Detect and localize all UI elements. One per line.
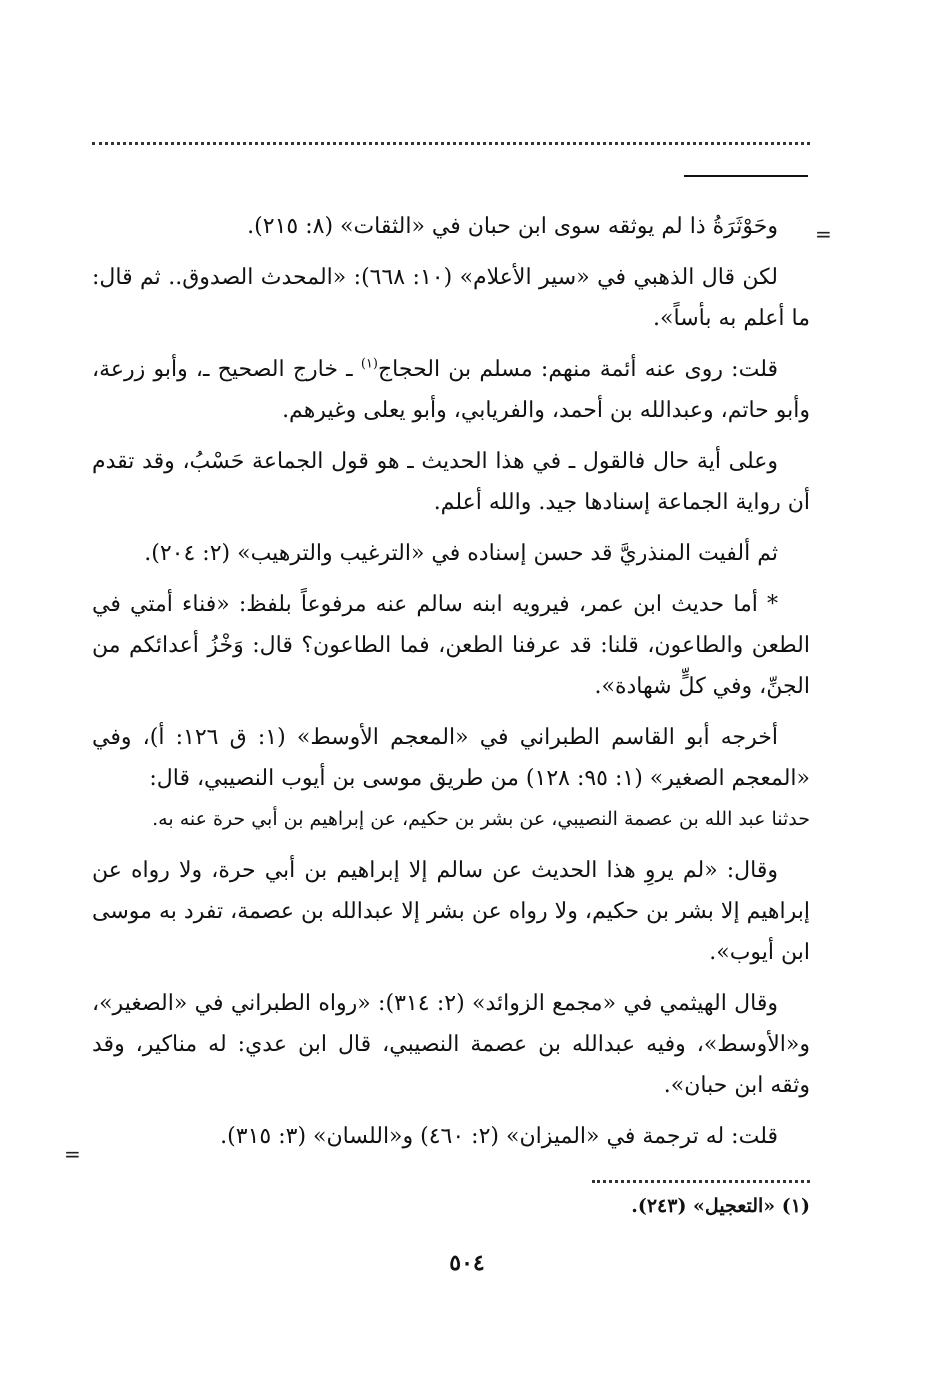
paragraph-5: ثم ألفيت المنذريَّ قد حسن إسناده في «الترغيب والترهيب» (٢: ٢٠٤). xyxy=(144,541,778,566)
footnote-separator xyxy=(592,1180,810,1183)
paragraph-1: وحَوْثَرَةُ ذا لم يوثقه سوى ابن حبان في «الثقات» (٨: ٢١٥). xyxy=(247,214,778,239)
footnote: (١) «التعجيل» (٢٤٣). xyxy=(631,1195,810,1217)
paragraph-6: * أما حديث ابن عمر، فيرويه ابنه سالم عنه مرفوعاً بلفظ: «فناء أمتي في الطعن والطاعون، قلنا: قد عرفنا الطعن، فما الطاعون؟ قال: وَخْزُ أعدائكم من الجنِّ، وفي كلٍّ شهادة». xyxy=(92,592,810,699)
paragraph-2: لكن قال الذهبي في «سير الأعلام» (١٠: ٦٦٨): «المحدث الصدوق.. ثم قال: ما أعلم به بأساً». xyxy=(92,265,810,331)
paragraph-3-start: قلت: روى عنه أئمة منهم: مسلم بن الحجاج xyxy=(377,357,778,382)
continuation-mark-bottom: = xyxy=(64,1142,81,1166)
paragraph-3-end: ـ خارج الصحيح ـ، وأبو زرعة، وأبو حاتم، وعبدالله بن أحمد، والفريابي، وأبو يعلى وغيرهم. xyxy=(92,357,810,423)
paragraph-3 xyxy=(92,349,810,431)
top-dotted-separator xyxy=(92,142,810,145)
paragraph-7: أخرجه أبو القاسم الطبراني في «المعجم الأوسط» (١: ق ١٢٦: أ)، وفي «المعجم الصغير» (١: ٩٥: ١٢٨) من طريق موسى بن أيوب النصيبي، قال: xyxy=(92,725,810,791)
paragraph-4: وعلى أية حال فالقول ـ في هذا الحديث ـ هو قول الجماعة حَسْبُ، وقد تقدم أن رواية الجماعة إسنادها جيد. والله أعلم. xyxy=(92,449,810,515)
main-text xyxy=(92,206,810,1167)
page-number: ٥٠٤ xyxy=(449,1250,485,1276)
footnote-reference: (١) xyxy=(360,356,378,372)
paragraph-9: وقال الهيثمي في «مجمع الزوائد» (٢: ٣١٤): «رواه الطبراني في «الصغير»، و«الأوسط»، وفيه عبدالله بن عصمة النصيبي، قال ابن عدي: له مناكير، وقد وثقه ابن حبان». xyxy=(92,991,810,1098)
top-short-rule xyxy=(684,175,808,177)
paragraph-8: وقال: «لم يروِ هذا الحديث عن سالم إلا إبراهيم بن أبي حرة، ولا رواه عن إبراهيم إلا بشر بن حكيم، ولا رواه عن بشر إلا عبدالله بن عصمة، تفرد به موسى ابن أيوب». xyxy=(92,858,810,965)
paragraph-10: قلت: له ترجمة في «الميزان» (٢: ٤٦٠) و«اللسان» (٣: ٣١٥). xyxy=(220,1124,778,1149)
continuation-mark-top: = xyxy=(815,222,832,246)
paragraph-7-continuation: حدثنا عبد الله بن عصمة النصيبي، عن بشر بن حكيم، عن إبراهيم بن أبي حرة عنه به. xyxy=(152,808,810,830)
